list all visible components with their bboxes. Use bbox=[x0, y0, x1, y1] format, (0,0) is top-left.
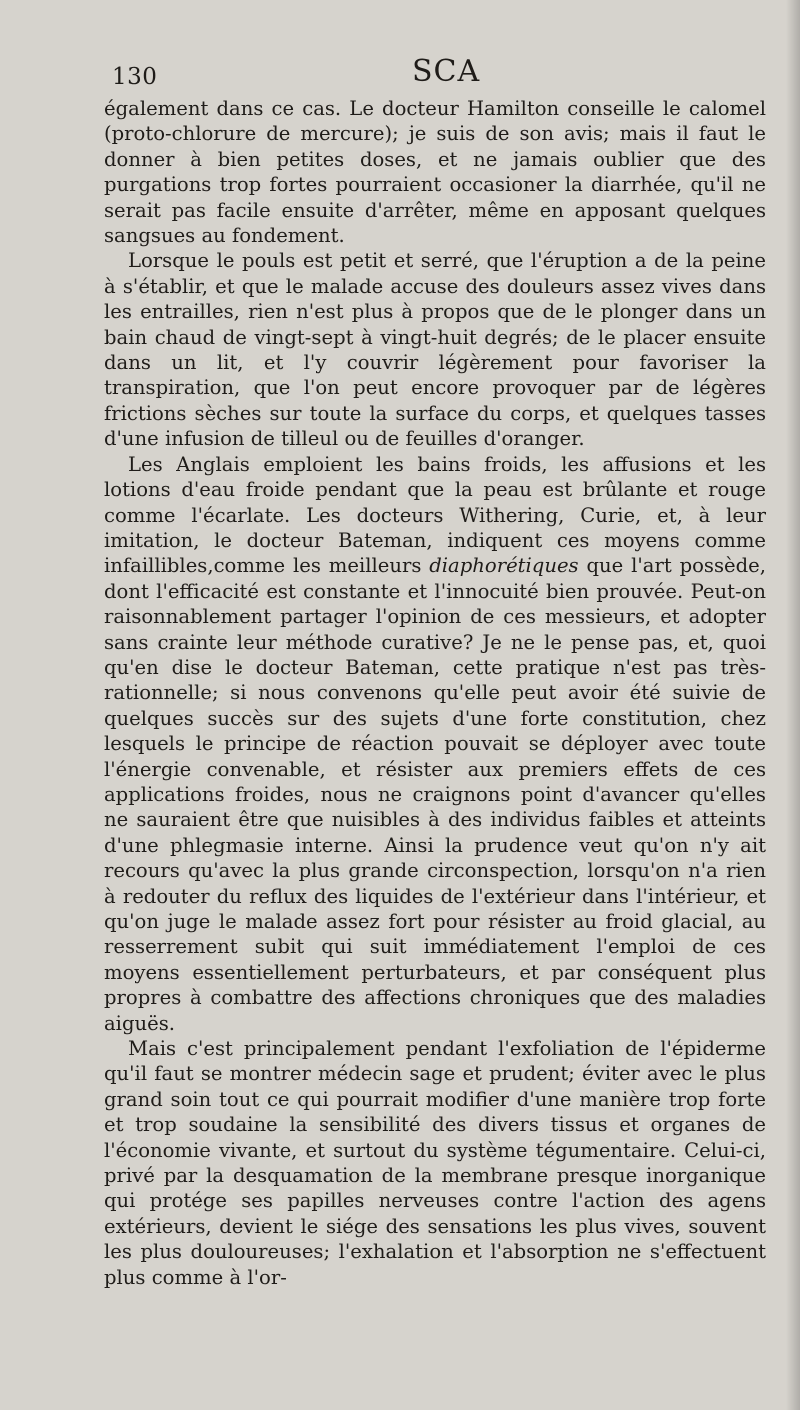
body-text bbox=[104, 96, 766, 1290]
paragraph-text-segment: que l'art possède, dont l'efficacité est constante et l'innocuité bien prouvée. Peut-on raisonnablement partager l'opinion de ces messieurs, et adopter sans crainte leur méthode curative? Je ne le pense pas, et, quoi qu'en dise le docteur Bateman, cette pratique n'est pas très-rationnelle; si nous convenons qu'elle peut avoir été suivie de quelques succès sur des sujets d'une forte constitution, chez lesquels le principe de réaction pouvait se déployer avec toute l'énergie convenable, et résister aux premiers effets de ces applications froides, nous ne craignons point d'avancer qu'elles ne sauraient être que nuisibles à des individus faibles et atteints d'une phlegmasie interne. Ainsi la prudence veut qu'on n'y ait recours qu'avec la plus grande circonspection, lorsqu'on n'a rien à redouter du reflux des liquides de l'extérieur dans l'intérieur, et qu'on juge le malade assez fort pour résister au froid glacial, au resserrement subit qui suit immédiatement l'emploi de ces moyens essentiellement perturbateurs, et par conséquent plus propres à combattre des affections chroniques que des maladies aiguës. bbox=[104, 554, 766, 1035]
page-header bbox=[104, 52, 766, 92]
italic-term: diaphorétiques bbox=[429, 554, 579, 578]
page-number: 130 bbox=[112, 64, 158, 90]
running-head: SCA bbox=[412, 54, 481, 89]
paragraph-text-segment: Les Anglais emploient les bains froids, les affusions et les lotions d'eau froide pendant que la peau est brûlante et rouge comme l'écarlate. Les docteurs Withering, Curie, et, à leur imitation, le docteur Bateman, indiquent ces moyens comme infaillibles,comme les meilleurs bbox=[104, 452, 766, 578]
paragraph-continuation: également dans ce cas. Le docteur Hamilton conseille le calomel (proto-chlorure de mercure); je suis de son avis; mais il faut le donner à bien petites doses, et ne jamais oublier que des purgations trop fortes pourraient occasioner la diarrhée, qu'il ne serait pas facile ensuite d'arrêter, même en apposant quelques sangsues au fondement. bbox=[104, 97, 766, 248]
paragraph-bath-treatment: Lorsque le pouls est petit et serré, que l'éruption a de la peine à s'établir, et que le malade accuse des douleurs assez vives dans les entrailles, rien n'est plus à propos que de le plonger dans un bain chaud de vingt-sept à vingt-huit degrés; de le placer ensuite dans un lit, et l'y couvrir légèrement pour favoriser la transpiration, que l'on peut encore provoquer par de légères frictions sèches sur toute la surface du corps, et quelques tasses d'une infusion de tilleul ou de feuilles d'oranger. bbox=[104, 249, 766, 451]
paragraph-cold-baths bbox=[104, 452, 766, 1036]
paragraph-exfoliation: Mais c'est principalement pendant l'exfoliation de l'épiderme qu'il faut se montrer médecin sage et prudent; éviter avec le plus grand soin tout ce qui pourrait modifier d'une manière trop forte et trop soudaine la sensibilité des divers tissus et organes de l'économie vivante, et surtout du système tégumentaire. Celui-ci, privé par la desquamation de la membrane presque inorganique qui protége ses papilles nerveuses contre l'action des agens extérieurs, devient le siége des sensations les plus vives, souvent les plus douloureuses; l'exhalation et l'absorption ne s'effectuent plus comme à l'or- bbox=[104, 1037, 766, 1289]
